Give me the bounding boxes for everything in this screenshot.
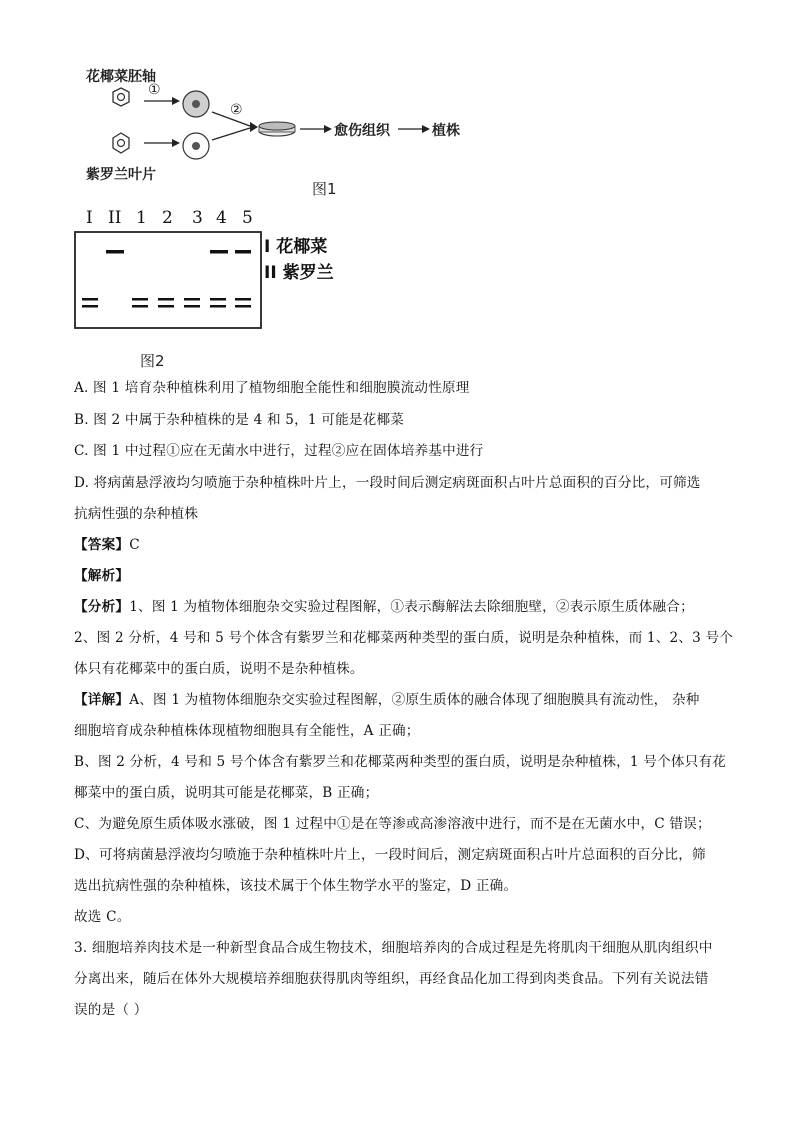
gel-band <box>106 250 124 254</box>
fenxi-tag: 【分析】 <box>74 599 130 615</box>
option-d-line-2: 抗病性强的杂种植株 <box>74 506 199 522</box>
gel-electrophoresis <box>70 230 270 356</box>
lane-label: 2 <box>162 208 173 228</box>
option-a: A. 图 1 培育杂种植株利用了植物细胞全能性和细胞膜流动性原理 <box>74 380 470 396</box>
xiangjie-tag: 【详解】 <box>74 692 130 708</box>
gel-frame <box>75 232 261 328</box>
hexagon-cell-icon <box>113 88 129 106</box>
gel-band <box>158 298 174 301</box>
gel-band <box>132 298 148 301</box>
xiangjie-b-1: B、图 2 分析，4 号和 5 号个体含有紫罗兰和花椰菜两种类型的蛋白质，说明是杂种植株，1 号个体只有花 <box>74 754 727 770</box>
gel-band <box>210 298 226 301</box>
figure-2-caption: 图2 <box>140 352 165 370</box>
legend-cauliflower: I 花椰菜 <box>264 237 328 257</box>
gel-band <box>235 298 251 301</box>
lane-label: 5 <box>242 208 253 228</box>
gel-band <box>132 305 148 308</box>
label-violet-leaf: 紫罗兰叶片 <box>86 167 156 183</box>
lane-label: II <box>108 208 122 228</box>
xiangjie-a-2: 细胞培育成杂种植株体现植物细胞具有全能性，A 正确； <box>74 723 420 739</box>
gel-band <box>210 305 226 308</box>
label-step-2: ② <box>230 102 243 118</box>
question-3-line-3: 误的是（ ） <box>74 1002 148 1018</box>
analysis-fenxi-line-2: 2、图 2 分析，4 号和 5 号个体含有紫罗兰和花椰菜两种类型的蛋白质，说明是杂种植株，而 1、2、3 号个 <box>74 630 734 646</box>
answer-line <box>74 535 140 555</box>
gel-band <box>235 305 251 308</box>
conclusion: 故选 C。 <box>74 909 131 925</box>
gel-band <box>184 305 200 308</box>
analysis-xiangjie-line-1 <box>74 690 700 710</box>
lane-label: 4 <box>216 208 227 228</box>
lane-label: 3 <box>192 208 203 228</box>
xiangjie-a-1: A、图 1 为植物体细胞杂交实验过程图解，②原生质体的融合体现了细胞膜具有流动性， 杂种 <box>129 692 700 708</box>
option-c: C. 图 1 中过程①应在无菌水中进行，过程②应在固体培养基中进行 <box>74 443 484 459</box>
question-3-line-2: 分离出来，随后在体外大规模培养细胞获得肌肉等组织，再经食品化加工得到肉类食品。下列有关说法错 <box>74 971 709 987</box>
answer-value: C <box>129 537 140 553</box>
gel-band <box>210 250 228 254</box>
gel-band <box>82 305 98 308</box>
fenxi-text-1: 1、图 1 为植物体细胞杂交实验过程图解，①表示酶解法去除细胞壁，②表示原生质体融合； <box>129 599 694 615</box>
lane-label: I <box>86 208 93 228</box>
xiangjie-d-1: D、可将病菌悬浮液均匀喷施于杂种植株叶片上，一段时间后，测定病斑面积占叶片总面积的百分比，筛 <box>74 847 706 863</box>
figure-1-caption: 图1 <box>312 180 337 198</box>
lane-label: 1 <box>136 208 147 228</box>
analysis-heading: 【解析】 <box>74 568 130 584</box>
figure-1 <box>80 60 500 200</box>
legend-violet: II 紫罗兰 <box>264 263 334 283</box>
gel-band <box>82 298 98 301</box>
analysis-fenxi-line-3: 体只有花椰菜中的蛋白质，说明不是杂种植株。 <box>74 661 364 677</box>
option-b: B. 图 2 中属于杂种植株的是 4 和 5，1 可能是花椰菜 <box>74 412 405 428</box>
answer-tag: 【答案】 <box>74 537 130 553</box>
label-plant: 植株 <box>432 123 460 139</box>
xiangjie-d-2: 选出抗病性强的杂种植株，该技术属于个体生物学水平的鉴定，D 正确。 <box>74 878 518 894</box>
option-d-line-1: D. 将病菌悬浮液均匀喷施于杂种植株叶片上，一段时间后测定病斑面积占叶片总面积的百分比，可筛选 <box>74 475 701 491</box>
label-callus: 愈伤组织 <box>334 123 390 139</box>
xiangjie-b-2: 椰菜中的蛋白质，说明其可能是花椰菜，B 正确； <box>74 785 379 801</box>
xiangjie-c: C、为避免原生质体吸水涨破，图 1 过程中①是在等渗或高渗溶液中进行，而不是在无菌水中，C 错误； <box>74 816 711 832</box>
question-3-line-1: 3. 细胞培养肉技术是一种新型食品合成生物技术，细胞培养肉的合成过程是先将肌肉干细胞从肌肉组织中 <box>74 940 713 956</box>
gel-band <box>184 298 200 301</box>
label-cauliflower-hypocotyl: 花椰菜胚轴 <box>86 69 156 85</box>
label-step-1: ① <box>148 82 161 98</box>
analysis-fenxi-line-1 <box>74 597 694 617</box>
gel-band <box>158 305 174 308</box>
hexagon-cell-icon <box>113 133 129 153</box>
figure-2 <box>70 208 370 368</box>
gel-band <box>235 250 251 254</box>
